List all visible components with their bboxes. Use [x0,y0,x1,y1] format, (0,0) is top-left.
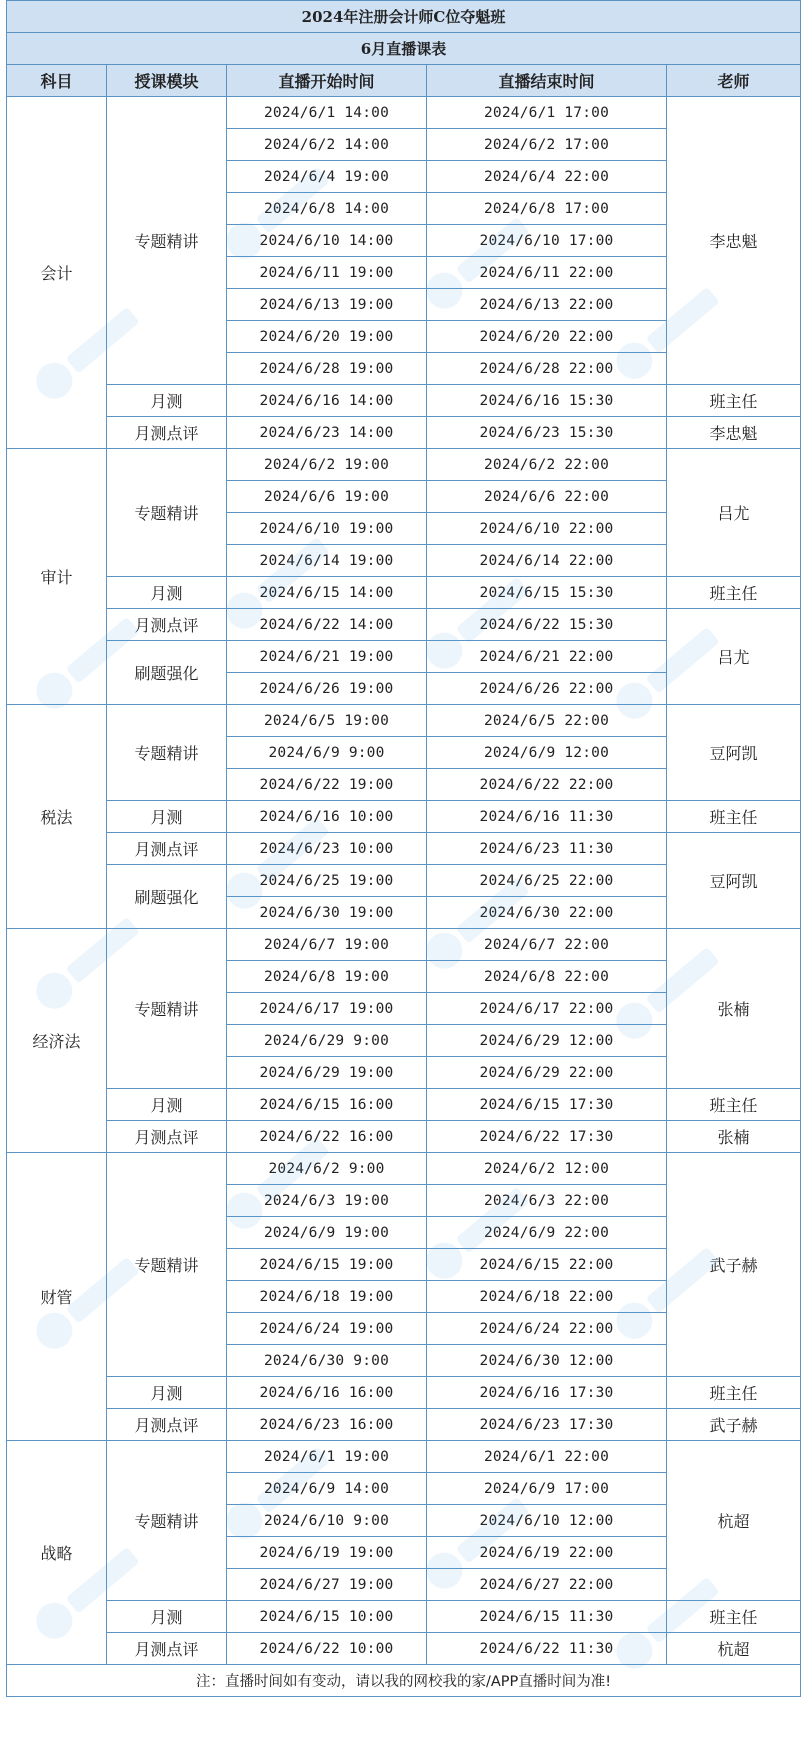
module-cell: 刷题强化 [107,641,227,705]
end-time-cell: 2024/6/4 22:00 [427,161,667,193]
start-time-cell: 2024/6/23 10:00 [227,833,427,865]
table-row [7,417,801,449]
start-time-cell: 2024/6/29 19:00 [227,1057,427,1089]
table-row [7,449,801,481]
table-subtitle: 6月直播课表 [7,33,801,65]
table-row [7,1089,801,1121]
end-time-cell: 2024/6/16 15:30 [427,385,667,417]
start-time-cell: 2024/6/16 16:00 [227,1377,427,1409]
column-header-start-time: 直播开始时间 [227,65,427,97]
module-cell: 月测 [107,801,227,833]
schedule-document [6,0,800,1697]
teacher-cell: 班主任 [667,1377,801,1409]
start-time-cell: 2024/6/22 16:00 [227,1121,427,1153]
subject-cell: 财管 [7,1153,107,1441]
end-time-cell: 2024/6/30 22:00 [427,897,667,929]
teacher-cell: 班主任 [667,385,801,417]
title-row [7,1,801,33]
end-time-cell: 2024/6/20 22:00 [427,321,667,353]
module-cell: 月测点评 [107,417,227,449]
end-time-cell: 2024/6/29 12:00 [427,1025,667,1057]
column-header-end-time: 直播结束时间 [427,65,667,97]
start-time-cell: 2024/6/27 19:00 [227,1569,427,1601]
table-row [7,1633,801,1665]
module-cell: 月测 [107,577,227,609]
end-time-cell: 2024/6/14 22:00 [427,545,667,577]
start-time-cell: 2024/6/20 19:00 [227,321,427,353]
end-time-cell: 2024/6/10 17:00 [427,225,667,257]
end-time-cell: 2024/6/24 22:00 [427,1313,667,1345]
schedule-table [6,0,801,1697]
start-time-cell: 2024/6/2 19:00 [227,449,427,481]
module-cell: 专题精讲 [107,97,227,385]
subject-cell: 战略 [7,1441,107,1665]
module-cell: 月测 [107,1601,227,1633]
end-time-cell: 2024/6/15 11:30 [427,1601,667,1633]
start-time-cell: 2024/6/1 19:00 [227,1441,427,1473]
subject-cell: 会计 [7,97,107,449]
end-time-cell: 2024/6/29 22:00 [427,1057,667,1089]
start-time-cell: 2024/6/29 9:00 [227,1025,427,1057]
start-time-cell: 2024/6/13 19:00 [227,289,427,321]
schedule-body [7,97,801,1665]
end-time-cell: 2024/6/22 22:00 [427,769,667,801]
start-time-cell: 2024/6/6 19:00 [227,481,427,513]
start-time-cell: 2024/6/18 19:00 [227,1281,427,1313]
start-time-cell: 2024/6/10 19:00 [227,513,427,545]
table-row [7,1153,801,1185]
table-row [7,1377,801,1409]
end-time-cell: 2024/6/21 22:00 [427,641,667,673]
end-time-cell: 2024/6/23 11:30 [427,833,667,865]
end-time-cell: 2024/6/10 22:00 [427,513,667,545]
end-time-cell: 2024/6/25 22:00 [427,865,667,897]
teacher-cell: 班主任 [667,577,801,609]
end-time-cell: 2024/6/13 22:00 [427,289,667,321]
end-time-cell: 2024/6/11 22:00 [427,257,667,289]
footer-row [7,1665,801,1697]
end-time-cell: 2024/6/15 22:00 [427,1249,667,1281]
module-cell: 专题精讲 [107,1441,227,1601]
end-time-cell: 2024/6/17 22:00 [427,993,667,1025]
end-time-cell: 2024/6/28 22:00 [427,353,667,385]
end-time-cell: 2024/6/15 15:30 [427,577,667,609]
table-row [7,1441,801,1473]
end-time-cell: 2024/6/23 17:30 [427,1409,667,1441]
teacher-cell: 班主任 [667,801,801,833]
column-header-module: 授课模块 [107,65,227,97]
teacher-cell: 张楠 [667,1121,801,1153]
start-time-cell: 2024/6/4 19:00 [227,161,427,193]
start-time-cell: 2024/6/28 19:00 [227,353,427,385]
subject-cell: 经济法 [7,929,107,1153]
end-time-cell: 2024/6/8 17:00 [427,193,667,225]
end-time-cell: 2024/6/5 22:00 [427,705,667,737]
module-cell: 专题精讲 [107,929,227,1089]
start-time-cell: 2024/6/8 14:00 [227,193,427,225]
start-time-cell: 2024/6/1 14:00 [227,97,427,129]
module-cell: 专题精讲 [107,449,227,577]
module-cell: 专题精讲 [107,1153,227,1377]
column-header-subject: 科目 [7,65,107,97]
subject-cell: 税法 [7,705,107,929]
end-time-cell: 2024/6/15 17:30 [427,1089,667,1121]
start-time-cell: 2024/6/25 19:00 [227,865,427,897]
module-cell: 月测点评 [107,833,227,865]
start-time-cell: 2024/6/15 14:00 [227,577,427,609]
start-time-cell: 2024/6/23 14:00 [227,417,427,449]
module-cell: 月测点评 [107,1121,227,1153]
teacher-cell: 吕尤 [667,609,801,705]
end-time-cell: 2024/6/22 15:30 [427,609,667,641]
start-time-cell: 2024/6/14 19:00 [227,545,427,577]
end-time-cell: 2024/6/6 22:00 [427,481,667,513]
end-time-cell: 2024/6/23 15:30 [427,417,667,449]
start-time-cell: 2024/6/5 19:00 [227,705,427,737]
module-cell: 专题精讲 [107,705,227,801]
table-row [7,1601,801,1633]
module-cell: 月测点评 [107,1633,227,1665]
footer-note: 注：直播时间如有变动，请以我的网校我的家/APP直播时间为准! [7,1665,801,1697]
start-time-cell: 2024/6/15 19:00 [227,1249,427,1281]
end-time-cell: 2024/6/8 22:00 [427,961,667,993]
end-time-cell: 2024/6/3 22:00 [427,1185,667,1217]
start-time-cell: 2024/6/11 19:00 [227,257,427,289]
start-time-cell: 2024/6/7 19:00 [227,929,427,961]
module-cell: 月测点评 [107,1409,227,1441]
end-time-cell: 2024/6/2 12:00 [427,1153,667,1185]
start-time-cell: 2024/6/24 19:00 [227,1313,427,1345]
module-cell: 月测点评 [107,609,227,641]
end-time-cell: 2024/6/1 22:00 [427,1441,667,1473]
start-time-cell: 2024/6/9 19:00 [227,1217,427,1249]
teacher-cell: 豆阿凯 [667,833,801,929]
table-title: 2024年注册会计师C位夺魁班 [7,1,801,33]
start-time-cell: 2024/6/23 16:00 [227,1409,427,1441]
teacher-cell: 班主任 [667,1089,801,1121]
start-time-cell: 2024/6/22 14:00 [227,609,427,641]
start-time-cell: 2024/6/2 9:00 [227,1153,427,1185]
module-cell: 月测 [107,1377,227,1409]
start-time-cell: 2024/6/10 9:00 [227,1505,427,1537]
start-time-cell: 2024/6/9 9:00 [227,737,427,769]
module-cell: 月测 [107,1089,227,1121]
table-row [7,1121,801,1153]
end-time-cell: 2024/6/1 17:00 [427,97,667,129]
start-time-cell: 2024/6/15 10:00 [227,1601,427,1633]
table-row [7,385,801,417]
column-header-teacher: 老师 [667,65,801,97]
start-time-cell: 2024/6/22 10:00 [227,1633,427,1665]
teacher-cell: 杭超 [667,1633,801,1665]
end-time-cell: 2024/6/27 22:00 [427,1569,667,1601]
teacher-cell: 武子赫 [667,1153,801,1377]
start-time-cell: 2024/6/30 9:00 [227,1345,427,1377]
table-row [7,97,801,129]
start-time-cell: 2024/6/16 10:00 [227,801,427,833]
teacher-cell: 张楠 [667,929,801,1089]
teacher-cell: 李忠魁 [667,417,801,449]
end-time-cell: 2024/6/26 22:00 [427,673,667,705]
table-row [7,929,801,961]
end-time-cell: 2024/6/22 17:30 [427,1121,667,1153]
start-time-cell: 2024/6/17 19:00 [227,993,427,1025]
start-time-cell: 2024/6/8 19:00 [227,961,427,993]
end-time-cell: 2024/6/16 11:30 [427,801,667,833]
end-time-cell: 2024/6/9 17:00 [427,1473,667,1505]
end-time-cell: 2024/6/10 12:00 [427,1505,667,1537]
module-cell: 月测 [107,385,227,417]
subtitle-row [7,33,801,65]
table-row [7,1409,801,1441]
table-row [7,609,801,641]
start-time-cell: 2024/6/15 16:00 [227,1089,427,1121]
end-time-cell: 2024/6/22 11:30 [427,1633,667,1665]
table-row [7,705,801,737]
table-row [7,833,801,865]
start-time-cell: 2024/6/22 19:00 [227,769,427,801]
end-time-cell: 2024/6/18 22:00 [427,1281,667,1313]
start-time-cell: 2024/6/26 19:00 [227,673,427,705]
teacher-cell: 吕尤 [667,449,801,577]
start-time-cell: 2024/6/9 14:00 [227,1473,427,1505]
teacher-cell: 杭超 [667,1441,801,1601]
end-time-cell: 2024/6/19 22:00 [427,1537,667,1569]
module-cell: 刷题强化 [107,865,227,929]
start-time-cell: 2024/6/10 14:00 [227,225,427,257]
end-time-cell: 2024/6/7 22:00 [427,929,667,961]
table-row [7,801,801,833]
start-time-cell: 2024/6/2 14:00 [227,129,427,161]
start-time-cell: 2024/6/19 19:00 [227,1537,427,1569]
teacher-cell: 武子赫 [667,1409,801,1441]
column-header-row [7,65,801,97]
start-time-cell: 2024/6/30 19:00 [227,897,427,929]
end-time-cell: 2024/6/9 12:00 [427,737,667,769]
end-time-cell: 2024/6/2 22:00 [427,449,667,481]
teacher-cell: 班主任 [667,1601,801,1633]
subject-cell: 审计 [7,449,107,705]
end-time-cell: 2024/6/9 22:00 [427,1217,667,1249]
start-time-cell: 2024/6/3 19:00 [227,1185,427,1217]
teacher-cell: 李忠魁 [667,97,801,385]
table-row [7,577,801,609]
teacher-cell: 豆阿凯 [667,705,801,801]
end-time-cell: 2024/6/16 17:30 [427,1377,667,1409]
end-time-cell: 2024/6/30 12:00 [427,1345,667,1377]
start-time-cell: 2024/6/16 14:00 [227,385,427,417]
end-time-cell: 2024/6/2 17:00 [427,129,667,161]
start-time-cell: 2024/6/21 19:00 [227,641,427,673]
